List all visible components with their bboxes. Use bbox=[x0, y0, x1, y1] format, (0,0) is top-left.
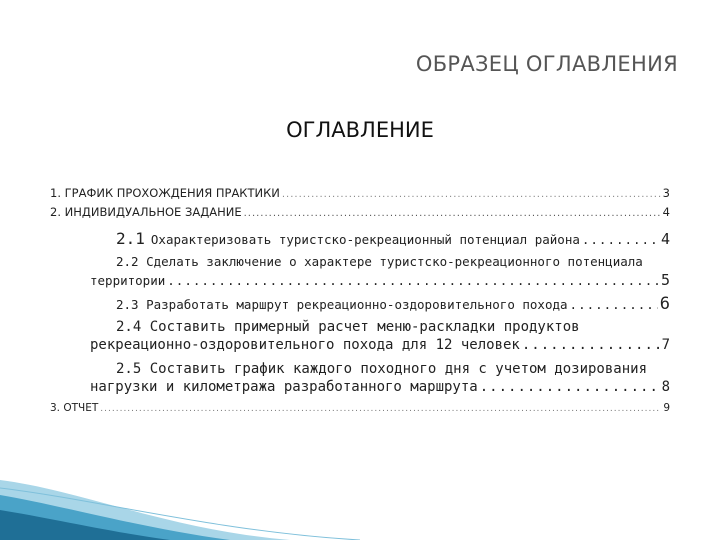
toc-entry-3 bbox=[50, 402, 670, 414]
toc-entry-page: 7 bbox=[661, 337, 670, 353]
toc-entry-text: 2. ИНДИВИДУАЛЬНОЕ ЗАДАНИЕ bbox=[50, 205, 242, 219]
toc-entry-page: 6 bbox=[659, 294, 670, 314]
leader-dots bbox=[570, 297, 658, 312]
leader-dots bbox=[100, 404, 661, 414]
toc-entry-page: 4 bbox=[660, 230, 670, 248]
leader-dots bbox=[282, 189, 661, 200]
toc-entry-text-cont: территории bbox=[90, 273, 166, 288]
toc-entry-page: 9 bbox=[663, 402, 670, 414]
subentry-title: Охарактеризовать туристско-рекреационный потенциал района bbox=[150, 232, 580, 247]
toc-subentry-2-2 bbox=[50, 253, 670, 290]
toc-heading: ОГЛАВЛЕНИЕ bbox=[286, 118, 434, 142]
toc-entry-page: 4 bbox=[662, 205, 670, 219]
toc-entry-1 bbox=[50, 186, 670, 200]
toc-entry-text-cont: рекреационно-оздоровительного похода для 12 человек bbox=[90, 337, 520, 353]
table-of-contents bbox=[50, 186, 670, 414]
leader-dots bbox=[480, 378, 660, 396]
toc-entry-2 bbox=[50, 205, 670, 219]
toc-entry-page: 3 bbox=[662, 186, 670, 200]
toc-entry-text: 2.5 Составить график каждого походного дня с учетом дозирования bbox=[116, 361, 648, 377]
subentry-number: 2.1 bbox=[116, 229, 145, 248]
leader-dots bbox=[167, 272, 659, 290]
toc-entry-text: 2.2 Сделать заключение о характере туристско-рекреационного потенциала bbox=[116, 254, 643, 269]
slide-title: ОБРАЗЕЦ ОГЛАВЛЕНИЯ bbox=[415, 52, 678, 76]
toc-subentry-2-1 bbox=[50, 229, 670, 248]
leader-dots bbox=[522, 336, 660, 354]
toc-subentry-2-4 bbox=[50, 318, 670, 354]
toc-subentry-2-5 bbox=[50, 360, 670, 396]
toc-entry-text bbox=[116, 229, 580, 248]
toc-entry-text: 3. ОТЧЕТ bbox=[50, 402, 99, 414]
toc-entry-text: 2.3 Разработать маршрут рекреационно-оздоровительного похода bbox=[116, 297, 568, 312]
toc-entry-text-cont: нагрузки и километража разработанного маршрута bbox=[90, 379, 478, 395]
toc-entry-page: 8 bbox=[661, 379, 670, 395]
decorative-wave bbox=[0, 440, 720, 540]
leader-dots bbox=[244, 208, 661, 219]
toc-entry-text: 1. ГРАФИК ПРОХОЖДЕНИЯ ПРАКТИКИ bbox=[50, 186, 280, 200]
leader-dots bbox=[582, 232, 659, 247]
toc-entry-page: 5 bbox=[660, 271, 670, 289]
toc-entry-text: 2.4 Составить примерный расчет меню-раскладки продуктов bbox=[116, 319, 580, 335]
toc-subentry-2-3 bbox=[50, 294, 670, 314]
